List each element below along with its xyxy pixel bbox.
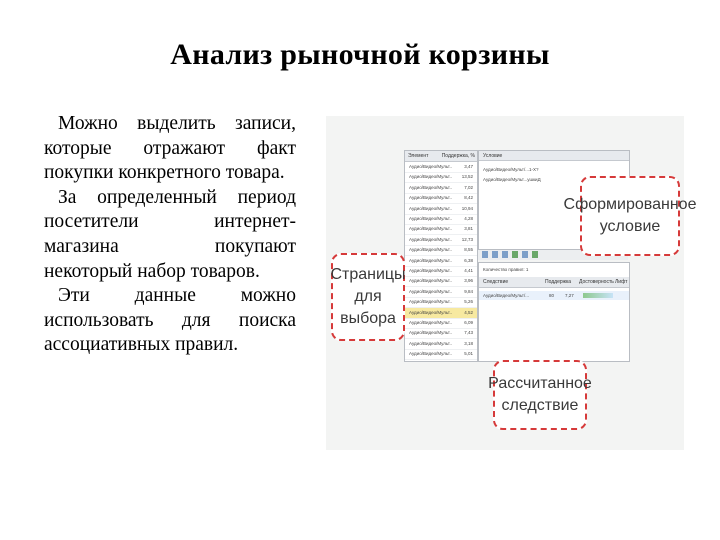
list-row[interactable] [405, 235, 477, 246]
row-support: 3,96 [464, 278, 473, 284]
row-support: 8,55 [464, 247, 473, 253]
callout-consequence: Рассчитанное следствие [493, 360, 587, 430]
row-support: 6,09 [464, 320, 473, 325]
row-support: 10,94 [461, 205, 473, 211]
row-support: 7,02 [464, 184, 473, 190]
row-item: Аудио/Видео/Мульт.. [409, 330, 452, 336]
condition-header: Условие [479, 151, 629, 161]
list-row[interactable] [405, 183, 477, 194]
list-row[interactable] [405, 172, 477, 183]
row-item: Аудио/Видео/Мульт.. [409, 268, 452, 273]
condition-item[interactable]: Аудио/Видео/Мульт/...1-Х? [483, 167, 539, 172]
row-item: Аудио/Видео/Мульт.. [409, 299, 452, 305]
row-support: 3,47 [464, 164, 473, 169]
list-row[interactable] [405, 349, 477, 360]
row-support: 5,01 [464, 351, 473, 357]
row-support: 6,38 [464, 257, 473, 263]
row-item: Аудио/Видео/Мульт.. [409, 205, 452, 211]
row-item: Аудио/Видео/Мульт.. [409, 278, 452, 284]
callout-condition: Сформированное условие [580, 176, 680, 256]
row-support: 3,18 [464, 340, 473, 346]
row-support: 7,43 [464, 330, 473, 336]
paragraph-3: Эти данные можно использовать для поиска ассоциативных правил. [44, 285, 296, 356]
pages-list-panel [404, 150, 478, 362]
row-item: Аудио/Видео/Мульт.. [409, 216, 452, 221]
paragraph-1: Можно выделить записи, которые отражают факт покупки конкретного товара. [44, 113, 296, 184]
paragraph-2: За определенный период посетители интернет-магазина покупают некоторый набор товаров. [44, 186, 296, 282]
condition-item[interactable]: Аудио/Видео/Мульт...ушкиД [483, 177, 541, 182]
list-row[interactable] [405, 328, 477, 339]
toolbar-icon[interactable] [482, 251, 488, 258]
row-item: Аудио/Видео/Мульт.. [409, 184, 452, 190]
row-item: Аудио/Видео/Мульт.. [409, 340, 452, 346]
toolbar-icon[interactable] [522, 251, 528, 258]
body-text [44, 112, 296, 358]
slide-title: Анализ рыночной корзины [170, 38, 550, 71]
row-item: Аудио/Видео/Мульт.. [409, 351, 452, 357]
consequence-panel [478, 262, 630, 362]
toolbar-icon[interactable] [492, 251, 498, 258]
row-support: 4,52 [464, 309, 473, 315]
row-support: 8,42 [464, 195, 473, 201]
row-item: Аудио/Видео/Мульт.. [409, 288, 452, 294]
list-row[interactable] [405, 287, 477, 298]
list-header: Элемент Поддержка, % [405, 151, 477, 162]
list-row[interactable] [405, 224, 477, 235]
row-support: 3,81 [464, 226, 473, 232]
consequence-row[interactable]: Аудио/Видео/Мульт/... 80 7,27 [479, 291, 629, 300]
row-item: Аудио/Видео/Мульт.. [409, 257, 452, 263]
row-item: Аудио/Видео/Мульт.. [409, 247, 452, 253]
list-row[interactable] [405, 193, 477, 204]
rules-count: Количество правил: 1 [483, 267, 529, 272]
list-row[interactable] [405, 339, 477, 350]
list-row[interactable] [405, 297, 477, 308]
row-item: Аудио/Видео/Мульт.. [409, 174, 452, 180]
row-support: 5,26 [464, 299, 473, 305]
row-item: Аудио/Видео/Мульт.. [409, 309, 452, 315]
list-row[interactable] [405, 256, 477, 267]
row-item: Аудио/Видео/Мульт.. [409, 320, 452, 325]
row-item: Аудио/Видео/Мульт.. [409, 236, 452, 242]
list-row[interactable] [405, 204, 477, 215]
row-support: 9,84 [464, 288, 473, 294]
toolbar-icon[interactable] [502, 251, 508, 258]
list-row[interactable] [405, 214, 477, 225]
list-row[interactable] [405, 276, 477, 287]
row-support: 4,41 [464, 268, 473, 273]
lift-bar [583, 293, 613, 298]
row-support: 12,73 [461, 236, 473, 242]
row-item: Аудио/Видео/Мульт.. [409, 195, 452, 201]
list-row[interactable] [405, 162, 477, 173]
list-row[interactable] [405, 266, 477, 277]
list-row[interactable] [405, 245, 477, 256]
row-item: Аудио/Видео/Мульт.. [409, 164, 452, 169]
list-row[interactable] [405, 308, 477, 319]
toolbar-icon[interactable] [532, 251, 538, 258]
row-item: Аудио/Видео/Мульт.. [409, 226, 452, 232]
toolbar-icon[interactable] [512, 251, 518, 258]
list-row[interactable] [405, 318, 477, 329]
consequence-header: Следствие Поддержка Достоверность Лифт [479, 277, 629, 288]
row-support: 13,52 [461, 174, 473, 180]
row-support: 4,28 [464, 216, 473, 221]
callout-pages: Страницы для выбора [331, 253, 405, 341]
